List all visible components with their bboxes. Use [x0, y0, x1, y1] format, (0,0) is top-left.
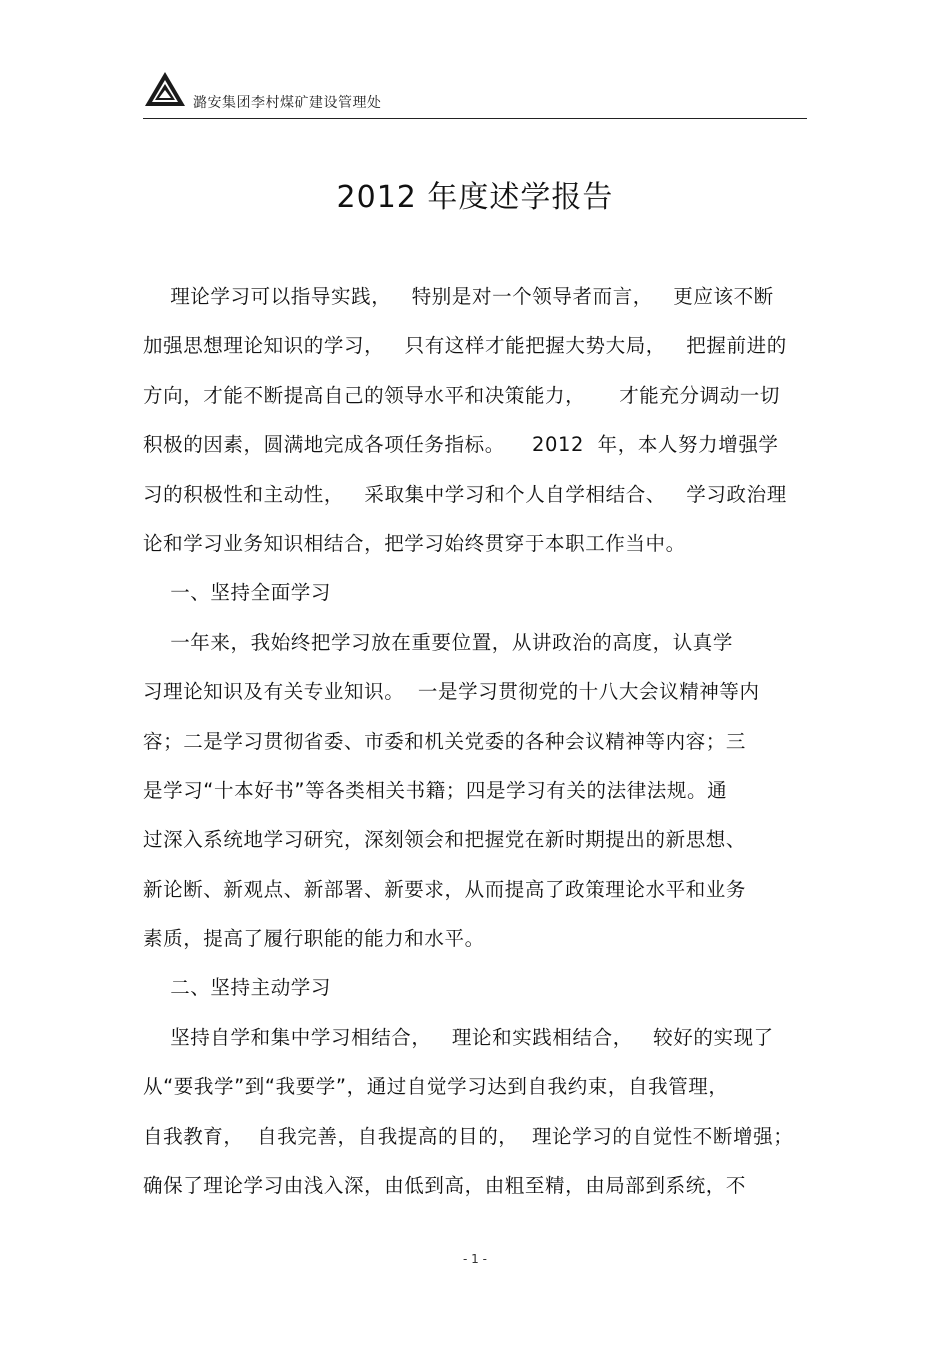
body-line: 习理论知识及有关专业知识。 一是学习贯彻党的十八大会议精神等内 — [143, 680, 760, 704]
page-number: - 1 - — [463, 1252, 487, 1266]
body-line: 加强思想理论知识的学习， 只有这样才能把握大势大局， 把握前进的 — [143, 334, 787, 358]
body-line: 新论断、新观点、新部署、新要求，从而提高了政策理论水平和业务 — [143, 877, 747, 901]
body-line: 理论学习可以指导实践， 特别是对一个领导者而言， 更应该不断 — [143, 285, 774, 308]
organization-name: 潞安集团李村煤矿建设管理处 — [193, 95, 382, 111]
document-body — [143, 272, 807, 1210]
body-line: 容；二是学习贯彻省委、市委和机关党委的各种会议精神等内容；三 — [143, 729, 747, 753]
body-line: 素质，提高了履行职能的能力和水平。 — [143, 927, 485, 951]
body-line: 坚持自学和集中学习相结合， 理论和实践相结合， 较好的实现了 — [143, 1025, 774, 1049]
body-line: 从“要我学”到“我要学”，通过自觉学习达到自我约束，自我管理， — [143, 1075, 729, 1099]
body-line: 论和学习业务知识相结合，把学习始终贯穿于本职工作当中。 — [143, 531, 686, 555]
section-heading-1: 一、坚持全面学习 — [143, 581, 331, 605]
body-line: 是学习“十本好书”等各类相关书籍；四是学习有关的法律法规。通 — [143, 778, 728, 802]
body-line: 确保了理论学习由浅入深，由低到高，由粗至精，由局部到系统，不 — [143, 1174, 747, 1198]
body-line: 自我教育， 自我完善，自我提高的目的， 理论学习的自觉性不断增强； — [143, 1124, 794, 1148]
body-line: 积极的因素，圆满地完成各项任务指标。 2012 年，本人努力增强学 — [143, 433, 779, 457]
body-line: 习的积极性和主动性， 采取集中学习和个人自学相结合、 学习政治理 — [143, 482, 787, 506]
document-title: 2012 年度述学报告 — [336, 180, 614, 215]
body-line: 一年来，我始终把学习放在重要位置，从讲政治的高度，认真学 — [143, 630, 733, 654]
body-line: 方向，才能不断提高自己的领导水平和决策能力， 才能充分调动一切 — [143, 383, 780, 407]
page-header — [143, 70, 807, 119]
triangle-logo-icon — [143, 70, 187, 108]
body-line: 过深入系统地学习研究，深刻领会和把握党在新时期提出的新思想、 — [143, 828, 747, 852]
section-heading-2: 二、坚持主动学习 — [143, 976, 331, 1000]
